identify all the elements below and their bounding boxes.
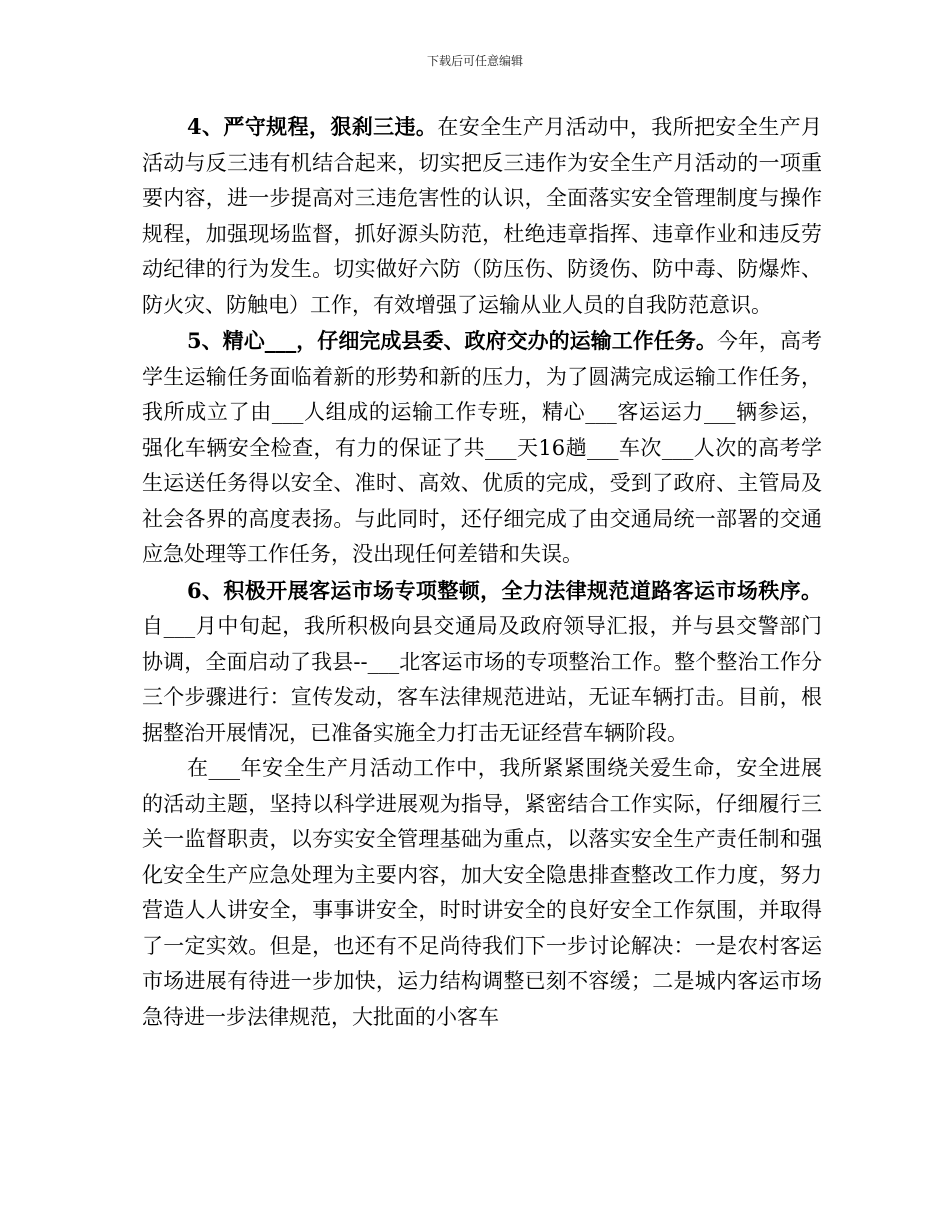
paragraph-4	[142, 109, 822, 323]
paragraph-text: 在安全生产月活动中，我所把安全生产月活动与反三违有机结合起来，切实把反三违作为安全生产月活动的一项重要内容，进一步提高对三违危害性的认识，全面落实安全管理制度与操作规程，加强现场监督，抓好源头防范，杜绝违章指挥、违章作业和违反劳动纪律的行为发生。切实做好六防（防压伤、防烫伤、防中毒、防爆炸、防火灾、防触电）工作，有效增强了运输从业人员的自我防范意识。	[142, 115, 822, 317]
paragraph-summary	[142, 751, 822, 1035]
paragraph-heading: 5、精心___，仔细完成县委、政府交办的运输工作任务。	[187, 328, 717, 353]
paragraph-text: 今年，高考学生运输任务面临着新的形势和新的压力，为了圆满完成运输工作任务，我所成立了由___人组成的运输工作专班，精心___客运运力___辆参运，强化车辆安全检查，有力的保证了共___天16趟___车次___人次的高考学生运送任务得以安全、准时、高效、优质的完成，受到了政府、主管局及社会各界的高度表扬。与此同时，还仔细完成了由交通局统一部署的交通应急处理等工作任务，没出现任何差错和失误。	[142, 329, 822, 566]
paragraph-text: 在___年安全生产月活动工作中，我所紧紧围绕关爱生命，安全进展的活动主题，坚持以科学进展观为指导，紧密结合工作实际，仔细履行三关一监督职责，以夯实安全管理基础为重点，以落实安全生产责任制和强化安全生产应急处理为主要内容，加大安全隐患排查整改工作力度，努力营造人人讲安全，事事讲安全，时时讲安全的良好安全工作氛围，并取得了一定实效。但是，也还有不足尚待我们下一步讨论解决：一是农村客运市场进展有待进一步加快，运力结构调整已刻不容缓；二是城内客运市场急待进一步法律规范，大批面的小客车	[142, 756, 822, 1029]
paragraph-5	[142, 323, 822, 573]
paragraph-heading: 6、积极开展客运市场专项整顿，全力法律规范道路客运市场秩序。	[187, 577, 822, 603]
paragraph-text: 自___月中旬起，我所积极向县交通局及政府领导汇报，并与县交警部门协调，全面启动了我县--___北客运市场的专项整治工作。整个整治工作分三个步骤进行：宣传发动，客车法律规范进站，无证车辆打击。目前，根据整治开展情况，已准备实施全力打击无证经营车辆阶段。	[142, 614, 822, 745]
document-body	[142, 109, 822, 1035]
paragraph-6	[142, 573, 822, 752]
paragraph-heading: 4、严守规程，狠刹三违。	[187, 114, 438, 139]
page-header: 下载后可任意编辑	[426, 54, 523, 68]
